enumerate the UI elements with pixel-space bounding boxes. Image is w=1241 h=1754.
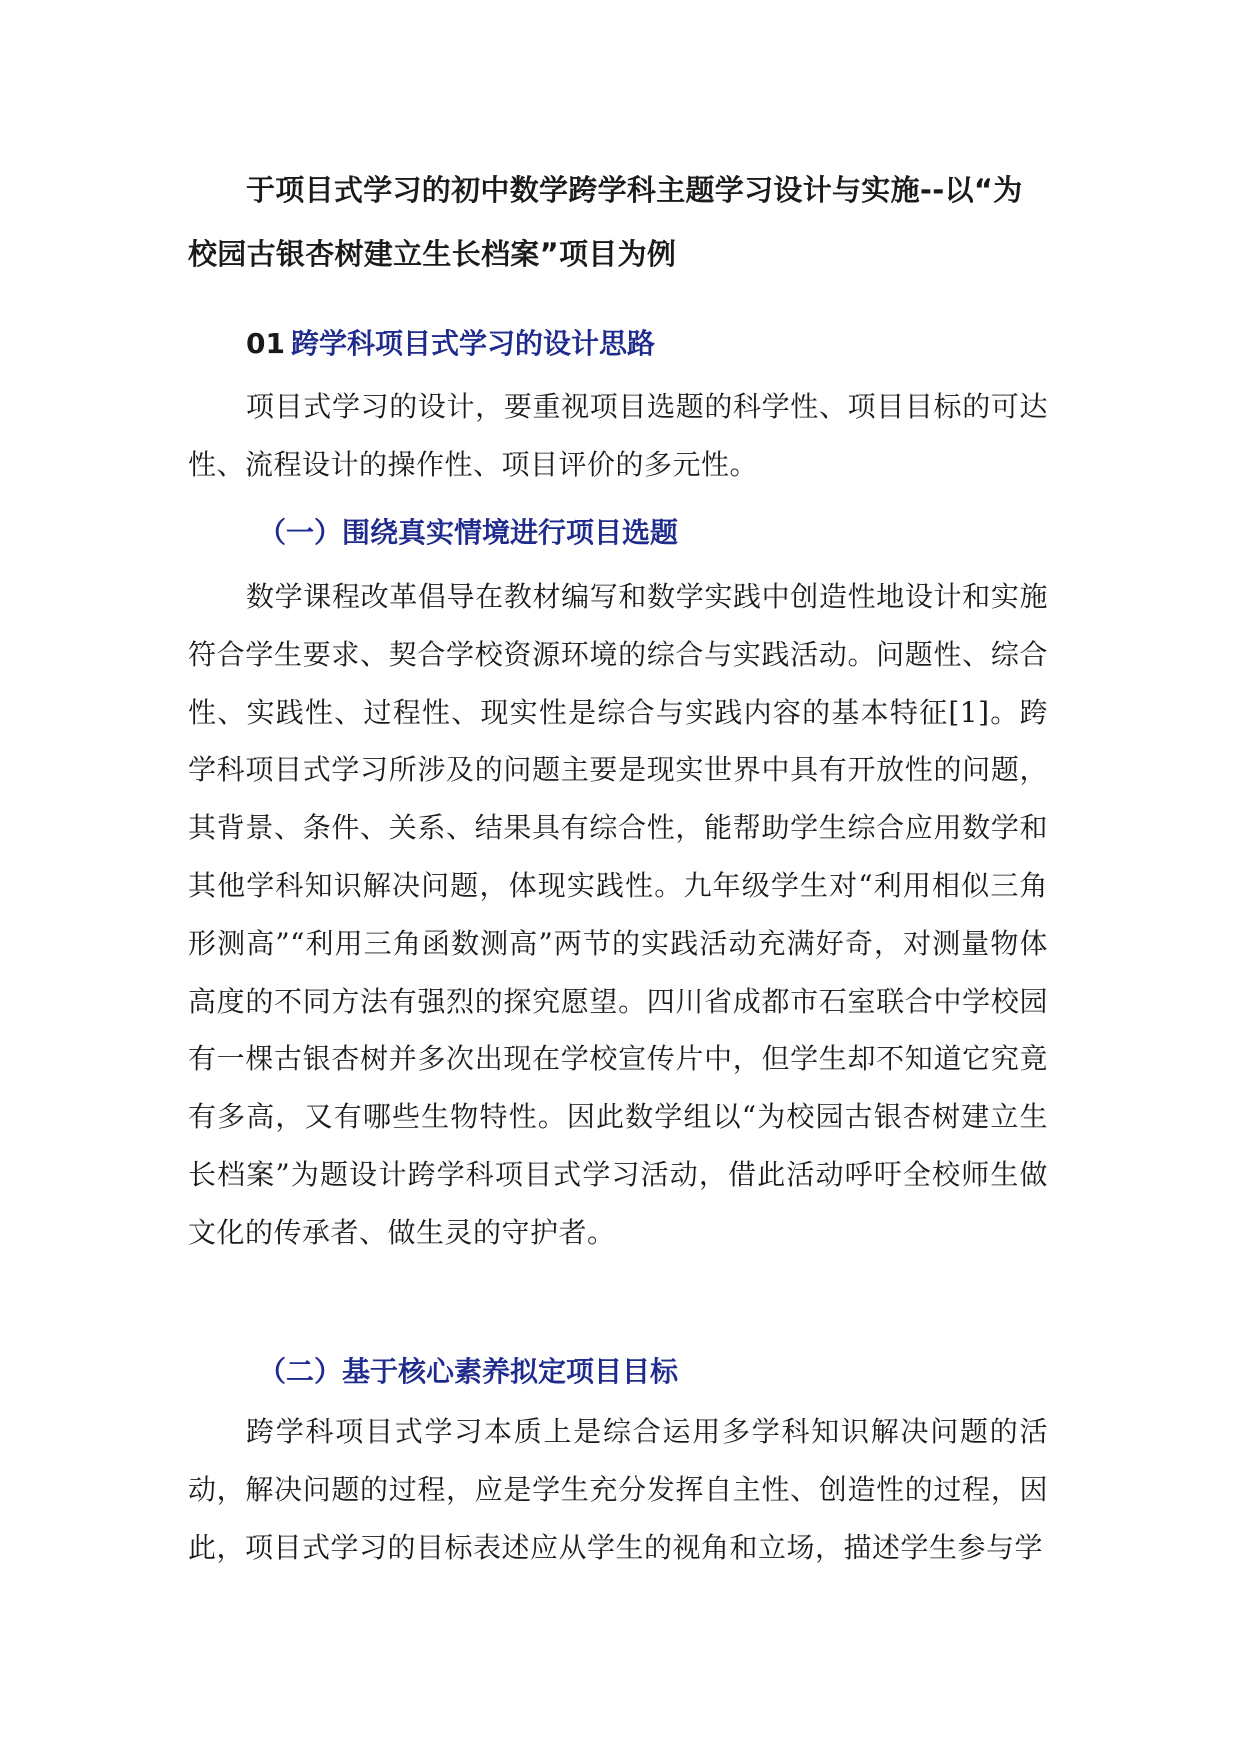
section-number: 01: [246, 327, 285, 360]
document-title: 于项目式学习的初中数学跨学科主题学习设计与实施--以“为校园古银杏树建立生长档案”项目为例: [188, 173, 1023, 271]
section-heading-text: 跨学科项目式学习的设计思路: [290, 327, 655, 360]
project-goals-paragraph: 跨学科项目式学习本质上是综合运用多学科知识解决问题的活动，解决问题的过程，应是学生充分发挥自主性、创造性的过程，因此，项目式学习的目标表述应从学生的视角和立场，描述学生参与学: [188, 1415, 1048, 1564]
subsection-heading-topic-selection: （一）围绕真实情境进行项目选题: [258, 516, 679, 549]
topic-selection-paragraph: 数学课程改革倡导在教材编写和数学实践中创造性地设计和实施符合学生要求、契合学校资源环境的综合与实践活动。问题性、综合性、实践性、过程性、现实性是综合与实践内容的基本特征[1]。跨学科项目式学习所涉及的问题主要是现实世界中具有开放性的问题，其背景、条件、关系、结果具有综合性，能帮助学生综合应用数学和其他学科知识解决问题，体现实践性。九年级学生对“利用相似三角形测高”“利用三角函数测高”两节的实践活动充满好奇，对测量物体高度的不同方法有强烈的探究愿望。四川省成都市石室联合中学校园有一棵古银杏树并多次出现在学校宣传片中，但学生却不知道它究竟有多高，又有哪些生物特性。因此数学组以“为校园古银杏树建立生长档案”为题设计跨学科项目式学习活动，借此活动呼吁全校师生做文化的传承者、做生灵的守护者。: [188, 580, 1048, 1249]
subsection-heading-project-goals: （二）基于核心素养拟定项目目标: [258, 1355, 679, 1388]
section-intro-paragraph: 项目式学习的设计，要重视项目选题的科学性、项目目标的可达性、流程设计的操作性、项目评价的多元性。: [188, 390, 1048, 481]
document-page: [188, 0, 1048, 1754]
section-heading: [246, 324, 655, 364]
